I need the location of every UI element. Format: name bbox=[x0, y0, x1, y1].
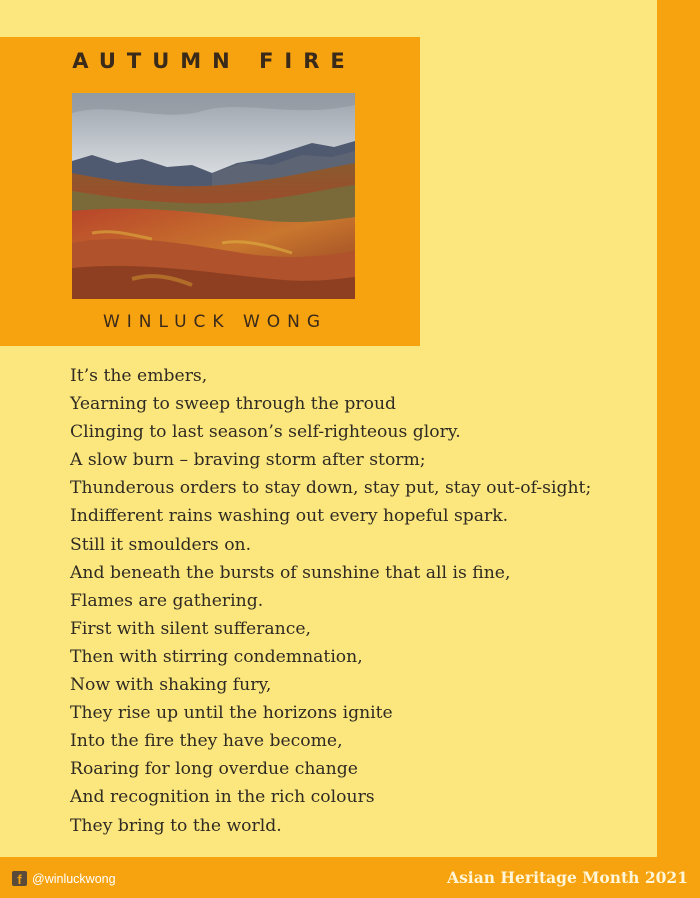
poem-line: And recognition in the rich colours bbox=[70, 787, 375, 808]
event-label: Asian Heritage Month 2021 bbox=[447, 868, 688, 887]
poem-line: And beneath the bursts of sunshine that all is fine, bbox=[70, 562, 511, 583]
poem-body bbox=[70, 362, 650, 840]
poem-line: Into the fire they have become, bbox=[70, 731, 343, 752]
footer-bar bbox=[0, 857, 700, 898]
poem-line: Yearning to sweep through the proud bbox=[70, 394, 397, 415]
poem-line: Clinging to last season’s self-righteous glory. bbox=[70, 422, 461, 443]
social-handle[interactable]: @winluckwong bbox=[32, 871, 116, 886]
poem-line: Now with shaking fury, bbox=[70, 675, 272, 696]
poem-line: Still it smoulders on. bbox=[70, 534, 252, 555]
social-link[interactable] bbox=[12, 871, 116, 886]
poem-line: They rise up until the horizons ignite bbox=[70, 703, 393, 724]
poem-line: They bring to the world. bbox=[70, 815, 282, 836]
poem-author: WINLUCK WONG bbox=[102, 312, 328, 332]
poem-line: A slow burn – braving storm after storm; bbox=[70, 450, 426, 471]
poem-line: Indifferent rains washing out every hopeful spark. bbox=[70, 506, 509, 527]
right-accent-bar bbox=[657, 0, 700, 898]
poem-title: AUTUMN FIRE bbox=[72, 49, 356, 73]
poem-line: Roaring for long overdue change bbox=[70, 759, 358, 780]
poem-line: Thunderous orders to stay down, stay put, stay out-of-sight; bbox=[70, 478, 592, 499]
poem-line: It’s the embers, bbox=[70, 366, 208, 386]
poem-line: Then with stirring condemnation, bbox=[70, 646, 363, 667]
poem-line: Flames are gathering. bbox=[70, 590, 264, 611]
poem-line: First with silent sufferance, bbox=[70, 618, 311, 639]
facebook-icon: f bbox=[12, 871, 27, 886]
landscape-photo bbox=[72, 93, 355, 299]
